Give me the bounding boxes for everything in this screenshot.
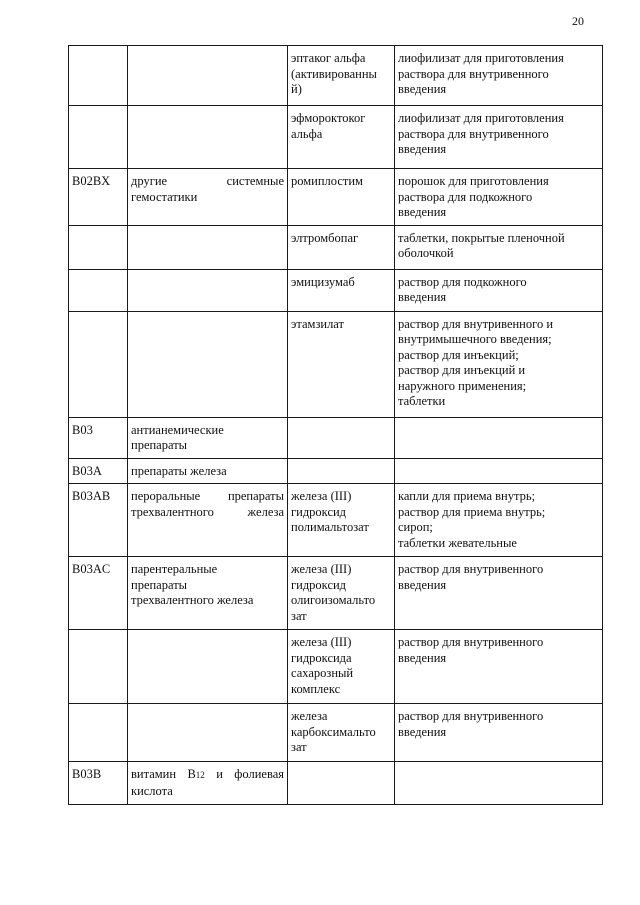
dosage-form-cell (395, 417, 603, 458)
drug-name-cell: ромиплостим (288, 169, 395, 226)
dosage-form-cell: раствор для внутривенного введения (395, 630, 603, 704)
drug-name-cell: элтромбопаг (288, 225, 395, 269)
group-name-cell (128, 311, 288, 417)
table-row (69, 557, 603, 630)
group-name-subscript: 12 (195, 770, 205, 780)
atc-code-cell (69, 311, 128, 417)
atc-code-cell (69, 269, 128, 311)
group-name-cell: пероральные препараты трехвалентного железа (128, 484, 288, 557)
atc-code-cell (69, 46, 128, 106)
group-name-cell: парентеральные препараты трехвалентного железа (128, 557, 288, 630)
table-row (69, 762, 603, 805)
drug-name-cell: железа (III) гидроксид олигоизомальто зат (288, 557, 395, 630)
atc-code-cell: B03B (69, 762, 128, 805)
group-name-cell (128, 630, 288, 704)
table-row (69, 484, 603, 557)
group-name-suffix: и фолиевая кислота (131, 767, 284, 798)
dosage-form-cell: порошок для приготовления раствора для подкожного введения (395, 169, 603, 226)
table-row (69, 225, 603, 269)
table-row (69, 704, 603, 762)
drug-name-cell: эфмороктоког альфа (288, 106, 395, 169)
drug-name-cell (288, 458, 395, 484)
atc-code-cell: B03 (69, 417, 128, 458)
drug-name-cell: эмицизумаб (288, 269, 395, 311)
drug-name-cell: железа (III) гидроксид полимальтозат (288, 484, 395, 557)
atc-code-cell: B03AB (69, 484, 128, 557)
group-name-cell (128, 46, 288, 106)
page-number: 20 (572, 14, 584, 28)
table-row (69, 311, 603, 417)
group-name-cell (128, 762, 288, 805)
atc-code-cell: B03AC (69, 557, 128, 630)
drug-name-cell (288, 762, 395, 805)
group-name-prefix: витамин B (131, 767, 196, 781)
dosage-form-cell: раствор для внутривенного введения (395, 557, 603, 630)
table-row (69, 269, 603, 311)
table-row (69, 169, 603, 226)
drug-classification-table (68, 45, 603, 805)
drug-name-cell: железа (III) гидроксида сахарозный комплекс (288, 630, 395, 704)
dosage-form-cell: раствор для подкожного введения (395, 269, 603, 311)
table-row (69, 417, 603, 458)
atc-code-cell (69, 704, 128, 762)
dosage-form-cell (395, 458, 603, 484)
atc-code-cell (69, 225, 128, 269)
dosage-form-cell: раствор для внутривенного введения (395, 704, 603, 762)
table-row (69, 46, 603, 106)
group-name-cell (128, 106, 288, 169)
drug-name-cell: железа карбоксимальто зат (288, 704, 395, 762)
dosage-form-cell: таблетки, покрытые пленочной оболочкой (395, 225, 603, 269)
drug-name-cell: эптаког альфа (активированны й) (288, 46, 395, 106)
dosage-form-cell: лиофилизат для приготовления раствора для внутривенного введения (395, 106, 603, 169)
table-row (69, 630, 603, 704)
dosage-form-cell: лиофилизат для приготовления раствора для внутривенного введения (395, 46, 603, 106)
drug-name-cell: этамзилат (288, 311, 395, 417)
dosage-form-cell: раствор для внутривенного и внутримышечного введения; раствор для инъекций; раствор для инъекций и наружного применения; таблетки (395, 311, 603, 417)
group-name-cell: антианемические препараты (128, 417, 288, 458)
dosage-form-cell (395, 762, 603, 805)
dosage-form-cell: капли для приема внутрь; раствор для приема внутрь; сироп; таблетки жевательные (395, 484, 603, 557)
group-name-cell (128, 269, 288, 311)
atc-code-cell: B02BX (69, 169, 128, 226)
atc-code-cell: B03A (69, 458, 128, 484)
group-name-cell (128, 704, 288, 762)
atc-code-cell (69, 630, 128, 704)
group-name-cell: препараты железа (128, 458, 288, 484)
atc-code-cell (69, 106, 128, 169)
table-row (69, 458, 603, 484)
drug-name-cell (288, 417, 395, 458)
table-row (69, 106, 603, 169)
group-name-cell (128, 225, 288, 269)
group-name-cell: другие системные гемостатики (128, 169, 288, 226)
